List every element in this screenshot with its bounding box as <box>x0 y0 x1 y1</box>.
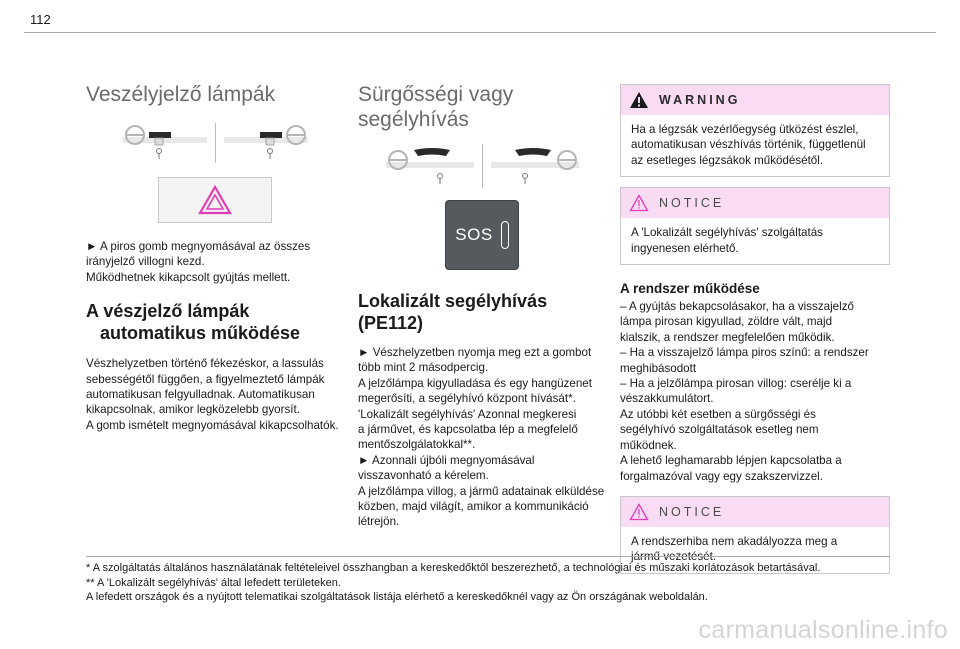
text-line: ► Vészhelyzetben nyomja meg ezt a gombot <box>358 346 592 359</box>
notice-header <box>621 497 889 527</box>
text-line: A jelzőlámpa kigyulladása és egy hangüzenet <box>358 376 592 390</box>
hazard-lamps-title: Veszélyjelző lámpák <box>86 83 276 106</box>
notice-triangle-icon <box>629 194 649 212</box>
system-operation-text <box>620 299 890 484</box>
localized-call-heading <box>358 290 606 334</box>
emergency-title-line2: segélyhívás <box>358 108 469 131</box>
text-line: automatikusan felgyulladnak. Automatikusan <box>86 388 315 402</box>
footnote-divider <box>86 556 890 557</box>
warning-header <box>621 85 889 115</box>
text-line: közben, majd világít, amikor a kommunikáció <box>358 500 589 514</box>
text-line: – A gyújtás bekapcsolásakor, ha a visszajelző <box>620 300 854 314</box>
text-line: ingyenesen elérhető. <box>631 241 739 255</box>
system-operation-title: A rendszer működése <box>620 281 760 297</box>
footnote-line: * A szolgáltatás általános használatának feltételeivel összhangban a kereskedőktől beszerezhető, a technológiai és műszaki korlátozások betartásával. <box>86 562 821 574</box>
emergency-call-section <box>358 82 606 530</box>
text-line: Működhetnek kikapcsolt gyújtás mellett. <box>86 270 291 284</box>
text-line: kikapcsolnak, amikor legközelebb gyorsít. <box>86 403 300 417</box>
text-line: automatikusan vészhívás történik, függetlenül <box>631 138 866 152</box>
auto-hazard-text <box>86 356 344 433</box>
text-line: ► A piros gomb megnyomásával az összes <box>86 240 311 253</box>
emergency-title-line1: Sürgősségi vagy <box>358 83 514 106</box>
warning-box <box>620 84 890 177</box>
text-line: Ha a légzsák vezérlőegység ütközést észlel, <box>631 123 859 136</box>
text-line: megerősíti, a segélyhívó központ hívását*. <box>358 392 576 406</box>
illustration-separator <box>482 144 483 188</box>
localized-call-title-line2: (PE112) <box>358 313 424 333</box>
text-line: A jelzőlámpa villog, a jármű adatainak elküldése <box>358 484 605 498</box>
text-line: az esetleges légzsákok működésétől. <box>631 153 824 167</box>
notice-box <box>620 187 890 265</box>
auto-hazard-title-line2: automatikus működése <box>100 323 301 344</box>
notice-title: NOTICE <box>659 196 725 211</box>
right-column <box>620 84 890 574</box>
warning-triangle-icon <box>629 91 649 109</box>
sos-indicator-icon <box>501 221 509 249</box>
localized-call-text <box>358 345 606 530</box>
text-line: több mint 2 másodpercig. <box>358 361 489 375</box>
text-line: lámpa pirosan kigyullad, zöldre vált, majd <box>620 315 833 329</box>
footnote-line: A lefedett országok és a nyújtott telematikai szolgáltatások listája elérhető a kereskedőknél vagy az Ön országának weboldalán. <box>86 591 708 604</box>
text-line: segélyhívó szolgáltatások esetleg nem <box>620 423 819 437</box>
text-line: a járművet, és kapcsolatba lép a megfelelő <box>358 423 578 437</box>
localized-call-title-line1: Lokalizált segélyhívás <box>358 291 548 311</box>
text-line: visszavonható a kérelem. <box>358 469 489 483</box>
illustration-separator <box>215 123 216 163</box>
steering-wheel-rhd-icon <box>222 123 310 163</box>
text-line: sebességétől függően, a figyelmeztető lámpák <box>86 372 325 386</box>
sos-label: SOS <box>455 225 493 244</box>
roof-console-rhd-icon <box>489 144 581 188</box>
text-line: mentőszolgálatokkal**. <box>358 438 476 452</box>
text-line: A gomb ismételt megnyomásával kikapcsolhatók. <box>86 418 339 432</box>
auto-hazard-heading <box>86 300 344 344</box>
notice-body <box>621 218 889 264</box>
text-line: 'Lokalizált segélyhívás' Azonnal megkeresi <box>358 407 577 421</box>
warning-title: WARNING <box>659 93 741 107</box>
text-line: ► Azonnali újbóli megnyomásával <box>358 453 535 467</box>
text-line: A rendszerhiba nem akadályozza meg a <box>631 534 838 548</box>
page-number: 112 <box>30 12 51 27</box>
auto-hazard-title-line1: A vészjelző lámpák <box>86 301 250 322</box>
text-line: Vészhelyzetben történő fékezéskor, a lassulás <box>86 357 324 371</box>
text-line: vészakkumulátort. <box>620 392 714 406</box>
text-line: Az utóbbi két esetben a sürgősségi és <box>620 407 816 421</box>
text-line: – Ha a jelzőlámpa pirosan villog: cserélje ki a <box>620 377 852 391</box>
sos-button <box>445 200 519 270</box>
steering-wheel-lhd-icon <box>121 123 209 163</box>
hazard-lamps-section <box>86 82 344 433</box>
hazard-triangle-icon <box>198 185 232 215</box>
warning-body <box>621 115 889 176</box>
text-line: irányjelző villogni kezd. <box>86 255 205 269</box>
top-divider <box>24 32 936 33</box>
notice-triangle-icon <box>629 503 649 521</box>
text-line: működnek. <box>620 438 677 452</box>
notice-title: NOTICE <box>659 504 725 519</box>
text-line: létrejön. <box>358 515 400 529</box>
footnote-line: ** A 'Lokalizált segélyhívás' által lefedett területeken. <box>86 576 341 589</box>
dashboard-illustration <box>86 123 344 163</box>
text-line: A lehető leghamarabb lépjen kapcsolatba a <box>620 454 842 468</box>
text-line: kialszik, a rendszer megfelelően működik. <box>620 330 835 344</box>
hazard-description <box>86 239 344 285</box>
hazard-button-panel <box>158 177 272 223</box>
text-line: A 'Lokalizált segélyhívás' szolgáltatás <box>631 226 823 240</box>
roof-console-lhd-icon <box>384 144 476 188</box>
text-line: forgalmazóval vagy egy szakszervizzel. <box>620 469 823 483</box>
watermark: carmanualsonline.info <box>698 616 948 644</box>
text-line: meghibásodott <box>620 361 697 375</box>
footnotes <box>86 561 896 605</box>
text-line: – Ha a visszajelző lámpa piros színű: a rendszer <box>620 346 869 360</box>
roof-console-illustration <box>358 144 606 188</box>
notice-header <box>621 188 889 218</box>
